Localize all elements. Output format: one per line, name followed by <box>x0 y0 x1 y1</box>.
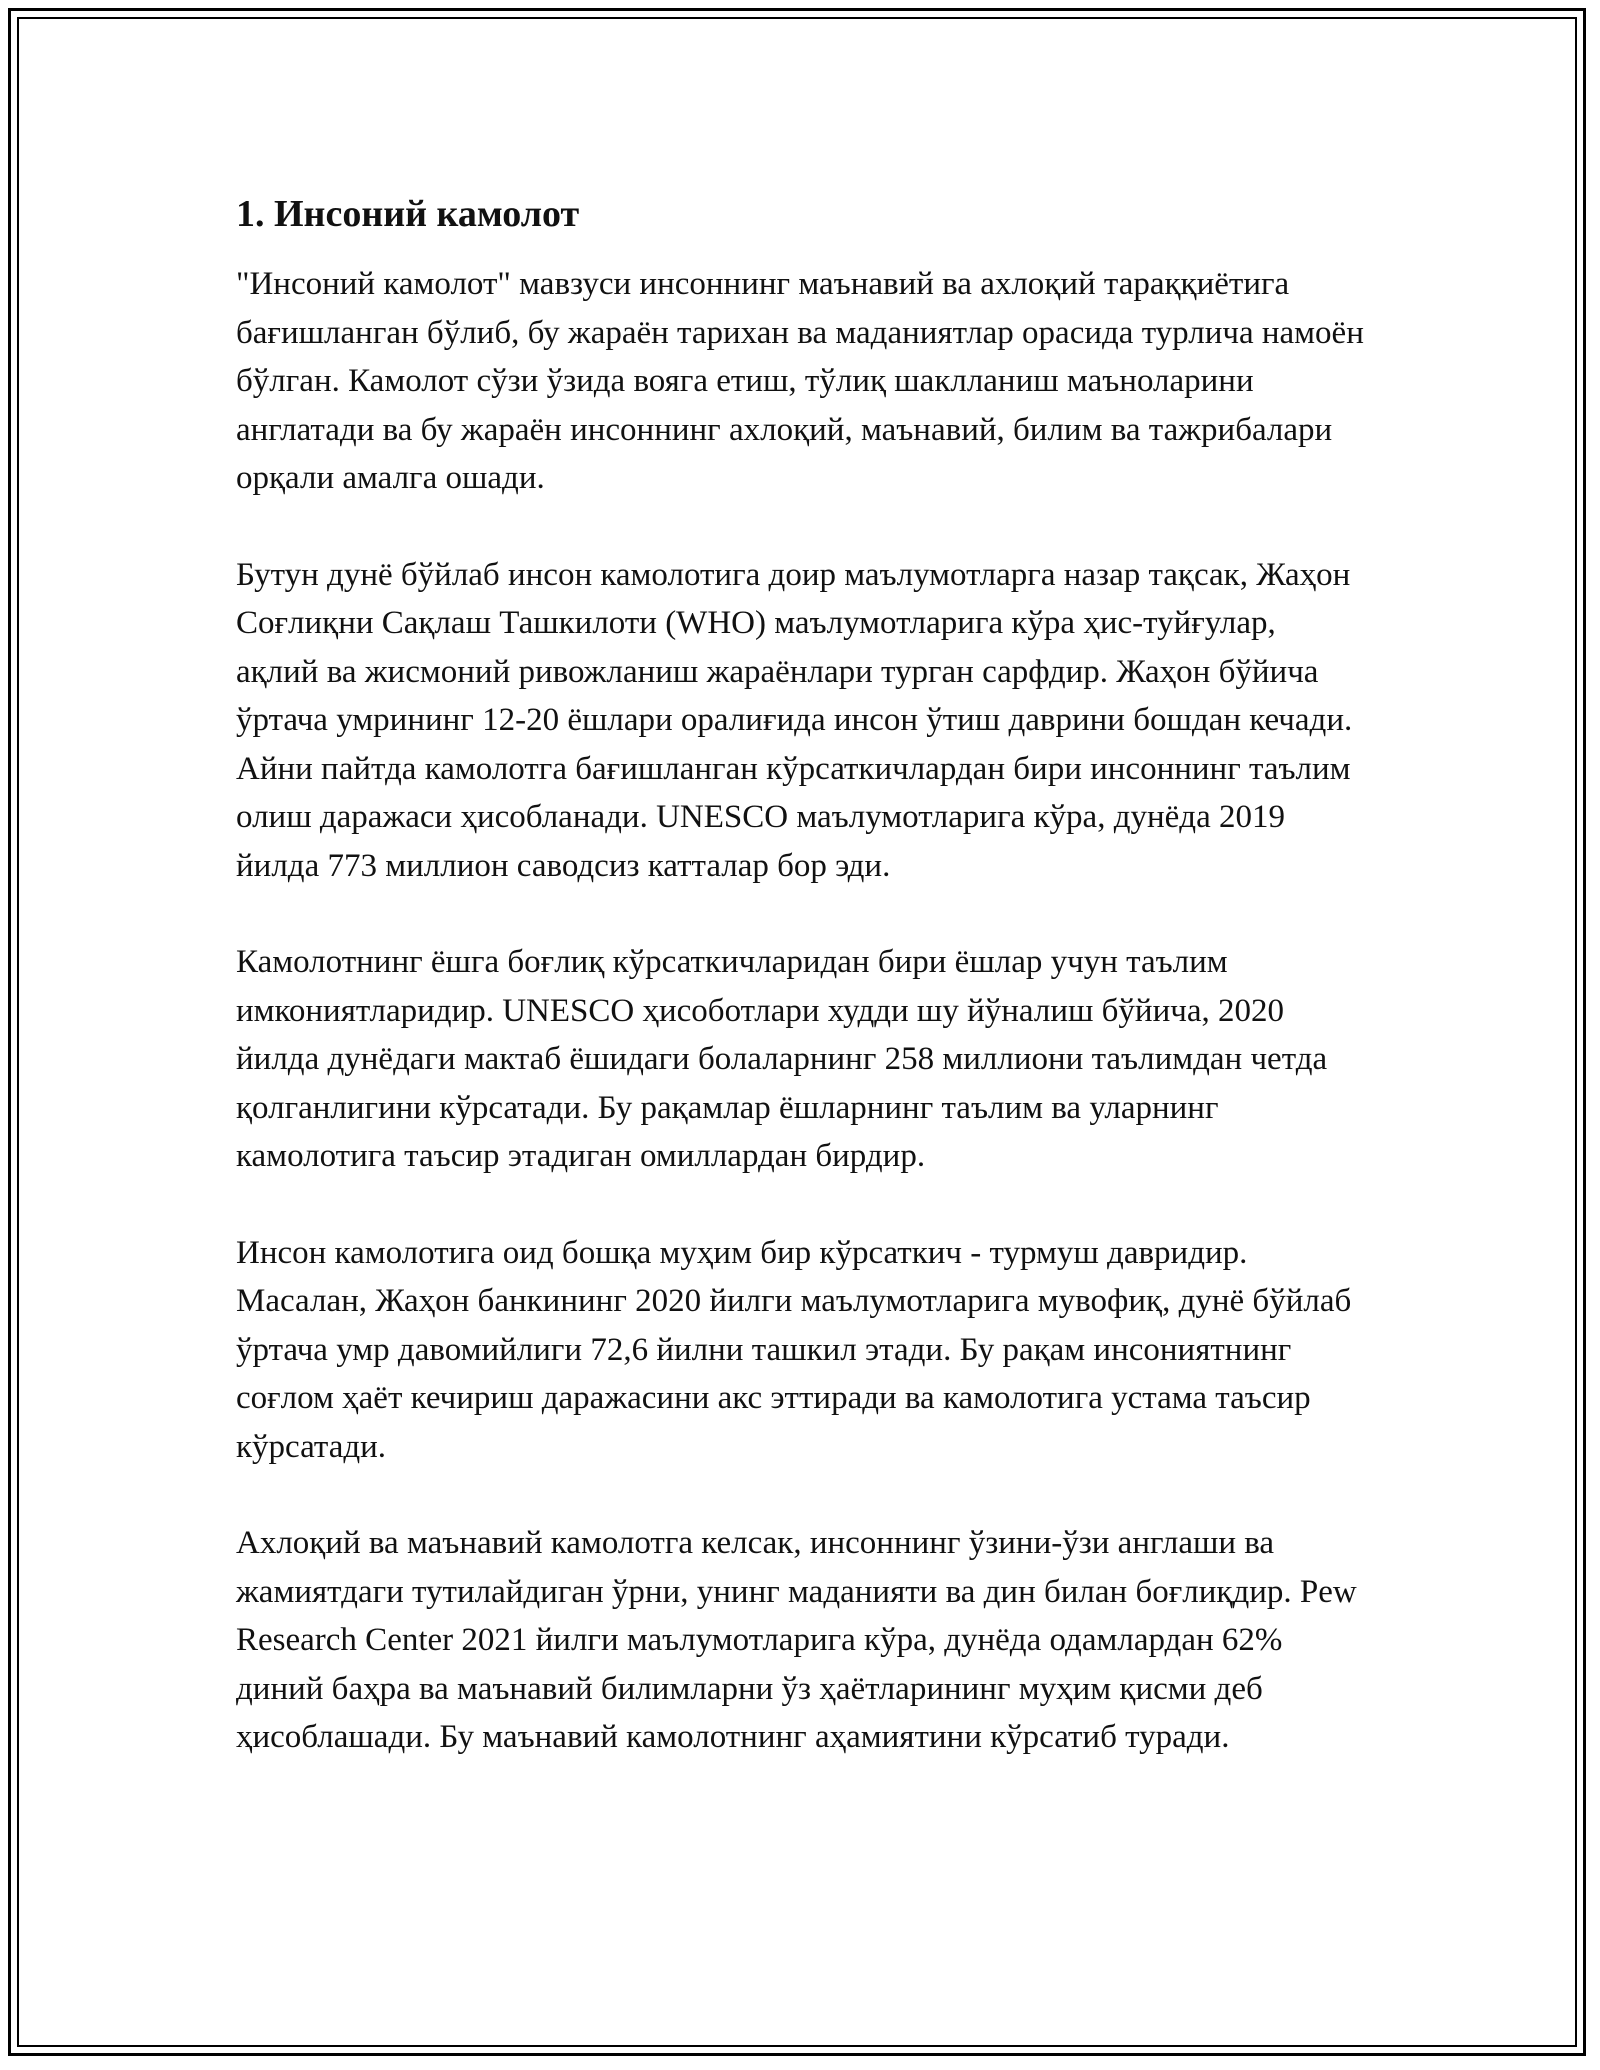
paragraph-3: Камолотнинг ёшга боғлиқ кўрсаткичларидан бири ёшлар учун таълим имкониятларидир. UNESCO ҳисоботлари худди шу йўналиш бўйича, 2020 йилда дунёдаги мактаб ёшидаги болаларнинг 258 миллиони таълимдан четда қолганлигини кўрсатади. Бу рақамлар ёшларнинг таълим ва уларнинг камолотига таъсир этадиган омиллардан бирдир. <box>236 944 1328 1174</box>
section-title: 1. Инсоний камолот <box>236 193 580 235</box>
paragraph-4: Инсон камолотига оид бошқа муҳим бир кўрсаткич - турмуш давридир. Масалан, Жаҳон банкининг 2020 йилги маълумотларига мувофиқ, дунё бўйлаб ўртача умр давомийлиги 72,6 йилни ташкил этади. Бу рақам инсониятнинг соғлом ҳаёт кечириш даражасини акс эттиради ва камолотига устама таъсир кўрсатади. <box>236 1234 1352 1465</box>
paragraph-5: Ахлоқий ва маънавий камолотга келсак, инсоннинг ўзини-ўзи англаши ва жамиятдаги тутилайдиган ўрни, унинг маданияти ва дин билан боғлиқдир. Pew Research Center 2021 йилги маълумотларига кўра, дунёда одамлардан 62% диний баҳра ва маънавий билимларни ўз ҳаётларининг муҳим қисми деб ҳисоблашади. Бу маънавий камолотнинг аҳамиятини кўрсатиб туради. <box>236 1525 1357 1755</box>
paragraph-2: Бутун дунё бўйлаб инсон камолотига доир маълумотларга назар тақсак, Жаҳон Соғлиқни Сақлаш Ташкилоти (WHO) маълумотларига кўра ҳис-туйғулар, ақлий ва жисмоний ривожланиш жараёнлари турган сарфдир. Жаҳон бўйича ўртача умрининг 12-20 ёшлари оралиғида инсон ўтиш даврини бошдан кечади. Айни пайтда камолотга бағишланган кўрсаткичлардан бири инсоннинг таълим олиш даражаси ҳисобланади. UNESCO маълумотларига кўра, дунёда 2019 йилда 773 миллион саводсиз катталар бор эди. <box>236 556 1353 884</box>
document-body <box>236 190 1366 1810</box>
paragraph-1: "Инсоний камолот" мавзуси инсоннинг маънавий ва ахлоқий тараққиётига бағишланган бўлиб, бу жараён тарихан ва маданиятлар орасида турлича намоён бўлган. Камолот сўзи ўзида вояга етиш, тўлиқ шаклланиш маъноларини англатади ва бу жараён инсоннинг ахлоқий, маънавий, билим ва тажрибалари орқали амалга ошади. <box>236 266 1364 496</box>
